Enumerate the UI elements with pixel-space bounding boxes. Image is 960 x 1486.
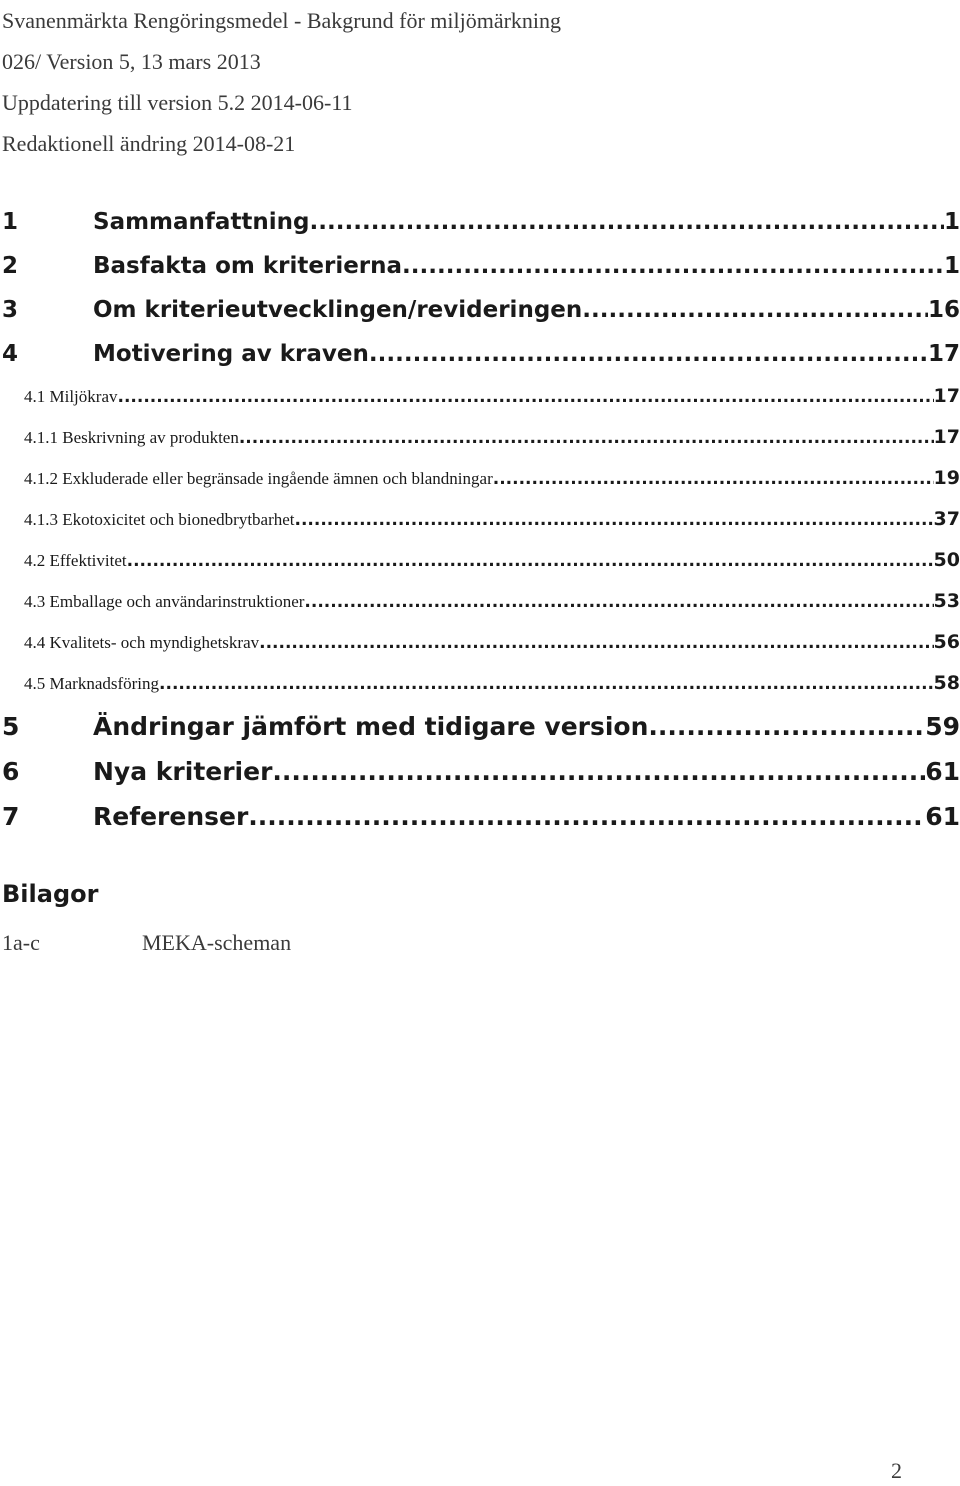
toc-entry[interactable] [0, 376, 960, 417]
toc-entry-number: 4.3 [24, 592, 46, 611]
toc-entry-title: Effektivitet [49, 551, 127, 570]
toc-entry-number: 4.1.3 [24, 510, 58, 529]
toc-entry-title: Ekotoxicitet och bionedbrytbarhet [62, 510, 295, 529]
toc-entry-number: 2 [2, 253, 19, 279]
toc-entry-page: 53 [933, 590, 960, 612]
toc-entry-number: 4.2 [24, 551, 46, 570]
toc-dot-leader [259, 623, 933, 663]
toc-entry-page: 61 [925, 757, 960, 786]
toc-entry[interactable] [0, 288, 960, 332]
document-header [0, 0, 960, 164]
toc-dot-leader [648, 704, 925, 749]
toc-entry-page: 37 [933, 508, 960, 530]
header-title: Svanenmärkta Rengöringsmedel - Bakgrund för miljömärkning [2, 8, 562, 33]
toc-entry-number: 4.1 [24, 387, 46, 406]
toc-entry-number: 7 [2, 802, 20, 831]
toc-entry[interactable] [0, 499, 960, 540]
toc-entry-page: 17 [927, 341, 960, 367]
toc-entry-title: Basfakta om kriterierna [93, 253, 403, 279]
toc-dot-leader [272, 749, 925, 794]
toc-entry-page: 17 [933, 426, 960, 448]
toc-entry-page: 56 [933, 631, 960, 653]
toc-entry-page: 50 [933, 549, 960, 571]
toc-entry[interactable] [0, 704, 960, 749]
toc-entry-number: 4.5 [24, 674, 46, 693]
toc-dot-leader [239, 418, 934, 458]
toc-entry-page: 58 [933, 672, 960, 694]
toc-entry-number: 4.1.1 [24, 428, 58, 447]
appendix-item-title: MEKA-scheman [142, 930, 292, 955]
toc-entry-page: 17 [933, 385, 960, 407]
toc-entry-page: 61 [925, 802, 960, 831]
toc-entry-title: Referenser [93, 802, 249, 831]
toc-entry[interactable] [0, 540, 960, 581]
toc-entry-title: Exkluderade eller begränsade ingående ämnen och blandningar [62, 469, 493, 488]
toc-dot-leader [369, 332, 928, 376]
header-update: Uppdatering till version 5.2 2014-06-11 [2, 90, 353, 115]
toc-entry-number: 5 [2, 712, 20, 741]
toc-entry-title: Marknadsföring [49, 674, 160, 693]
toc-dot-leader [159, 664, 934, 704]
toc-dot-leader [248, 794, 925, 839]
appendix-item [2, 930, 291, 956]
toc-entry-number: 1 [2, 209, 19, 235]
toc-entry-title: Nya kriterier [93, 757, 273, 786]
toc-entry-page: 19 [933, 467, 960, 489]
toc-entry-title: Kvalitets- och myndighetskrav [49, 633, 260, 652]
toc-dot-leader [118, 377, 934, 417]
appendix-item-code: 1a-c [2, 930, 40, 955]
toc-entry-number: 4 [2, 341, 19, 367]
toc-entry[interactable] [0, 200, 960, 244]
toc-dot-leader [402, 244, 944, 288]
toc-entry-page: 59 [925, 712, 960, 741]
toc-entry-number: 4.1.2 [24, 469, 58, 488]
toc-entry-page: 1 [943, 209, 960, 235]
toc-entry[interactable] [0, 458, 960, 499]
toc-entry[interactable] [0, 244, 960, 288]
table-of-contents [0, 200, 960, 839]
toc-entry[interactable] [0, 332, 960, 376]
toc-dot-leader [295, 500, 934, 540]
toc-dot-leader [310, 200, 944, 244]
toc-entry[interactable] [0, 794, 960, 839]
page-number: 2 [891, 1458, 902, 1483]
toc-dot-leader [493, 459, 934, 499]
toc-entry-page: 1 [943, 253, 960, 279]
toc-entry-number: 6 [2, 757, 20, 786]
header-version: 026/ Version 5, 13 mars 2013 [2, 49, 261, 74]
header-editorial-change: Redaktionell ändring 2014-08-21 [2, 131, 296, 156]
toc-entry-title: Ändringar jämfört med tidigare version [93, 712, 649, 741]
toc-entry-page: 16 [927, 297, 960, 323]
toc-entry-title: Emballage och användarinstruktioner [49, 592, 305, 611]
toc-entry-title: Sammanfattning [93, 209, 310, 235]
toc-entry[interactable] [0, 417, 960, 458]
toc-entry[interactable] [0, 749, 960, 794]
toc-dot-leader [127, 541, 934, 581]
toc-entry-title: Motivering av kraven [93, 341, 369, 367]
toc-entry-title: Beskrivning av produkten [62, 428, 239, 447]
toc-entry-number: 3 [2, 297, 19, 323]
toc-dot-leader [582, 288, 928, 332]
toc-entry-title: Miljökrav [49, 387, 118, 406]
toc-entry[interactable] [0, 663, 960, 704]
toc-entry[interactable] [0, 622, 960, 663]
toc-entry-title: Om kriterieutvecklingen/revideringen [93, 297, 583, 323]
appendix-heading: Bilagor [2, 880, 99, 908]
toc-entry[interactable] [0, 581, 960, 622]
toc-entry-number: 4.4 [24, 633, 46, 652]
toc-dot-leader [304, 582, 933, 622]
